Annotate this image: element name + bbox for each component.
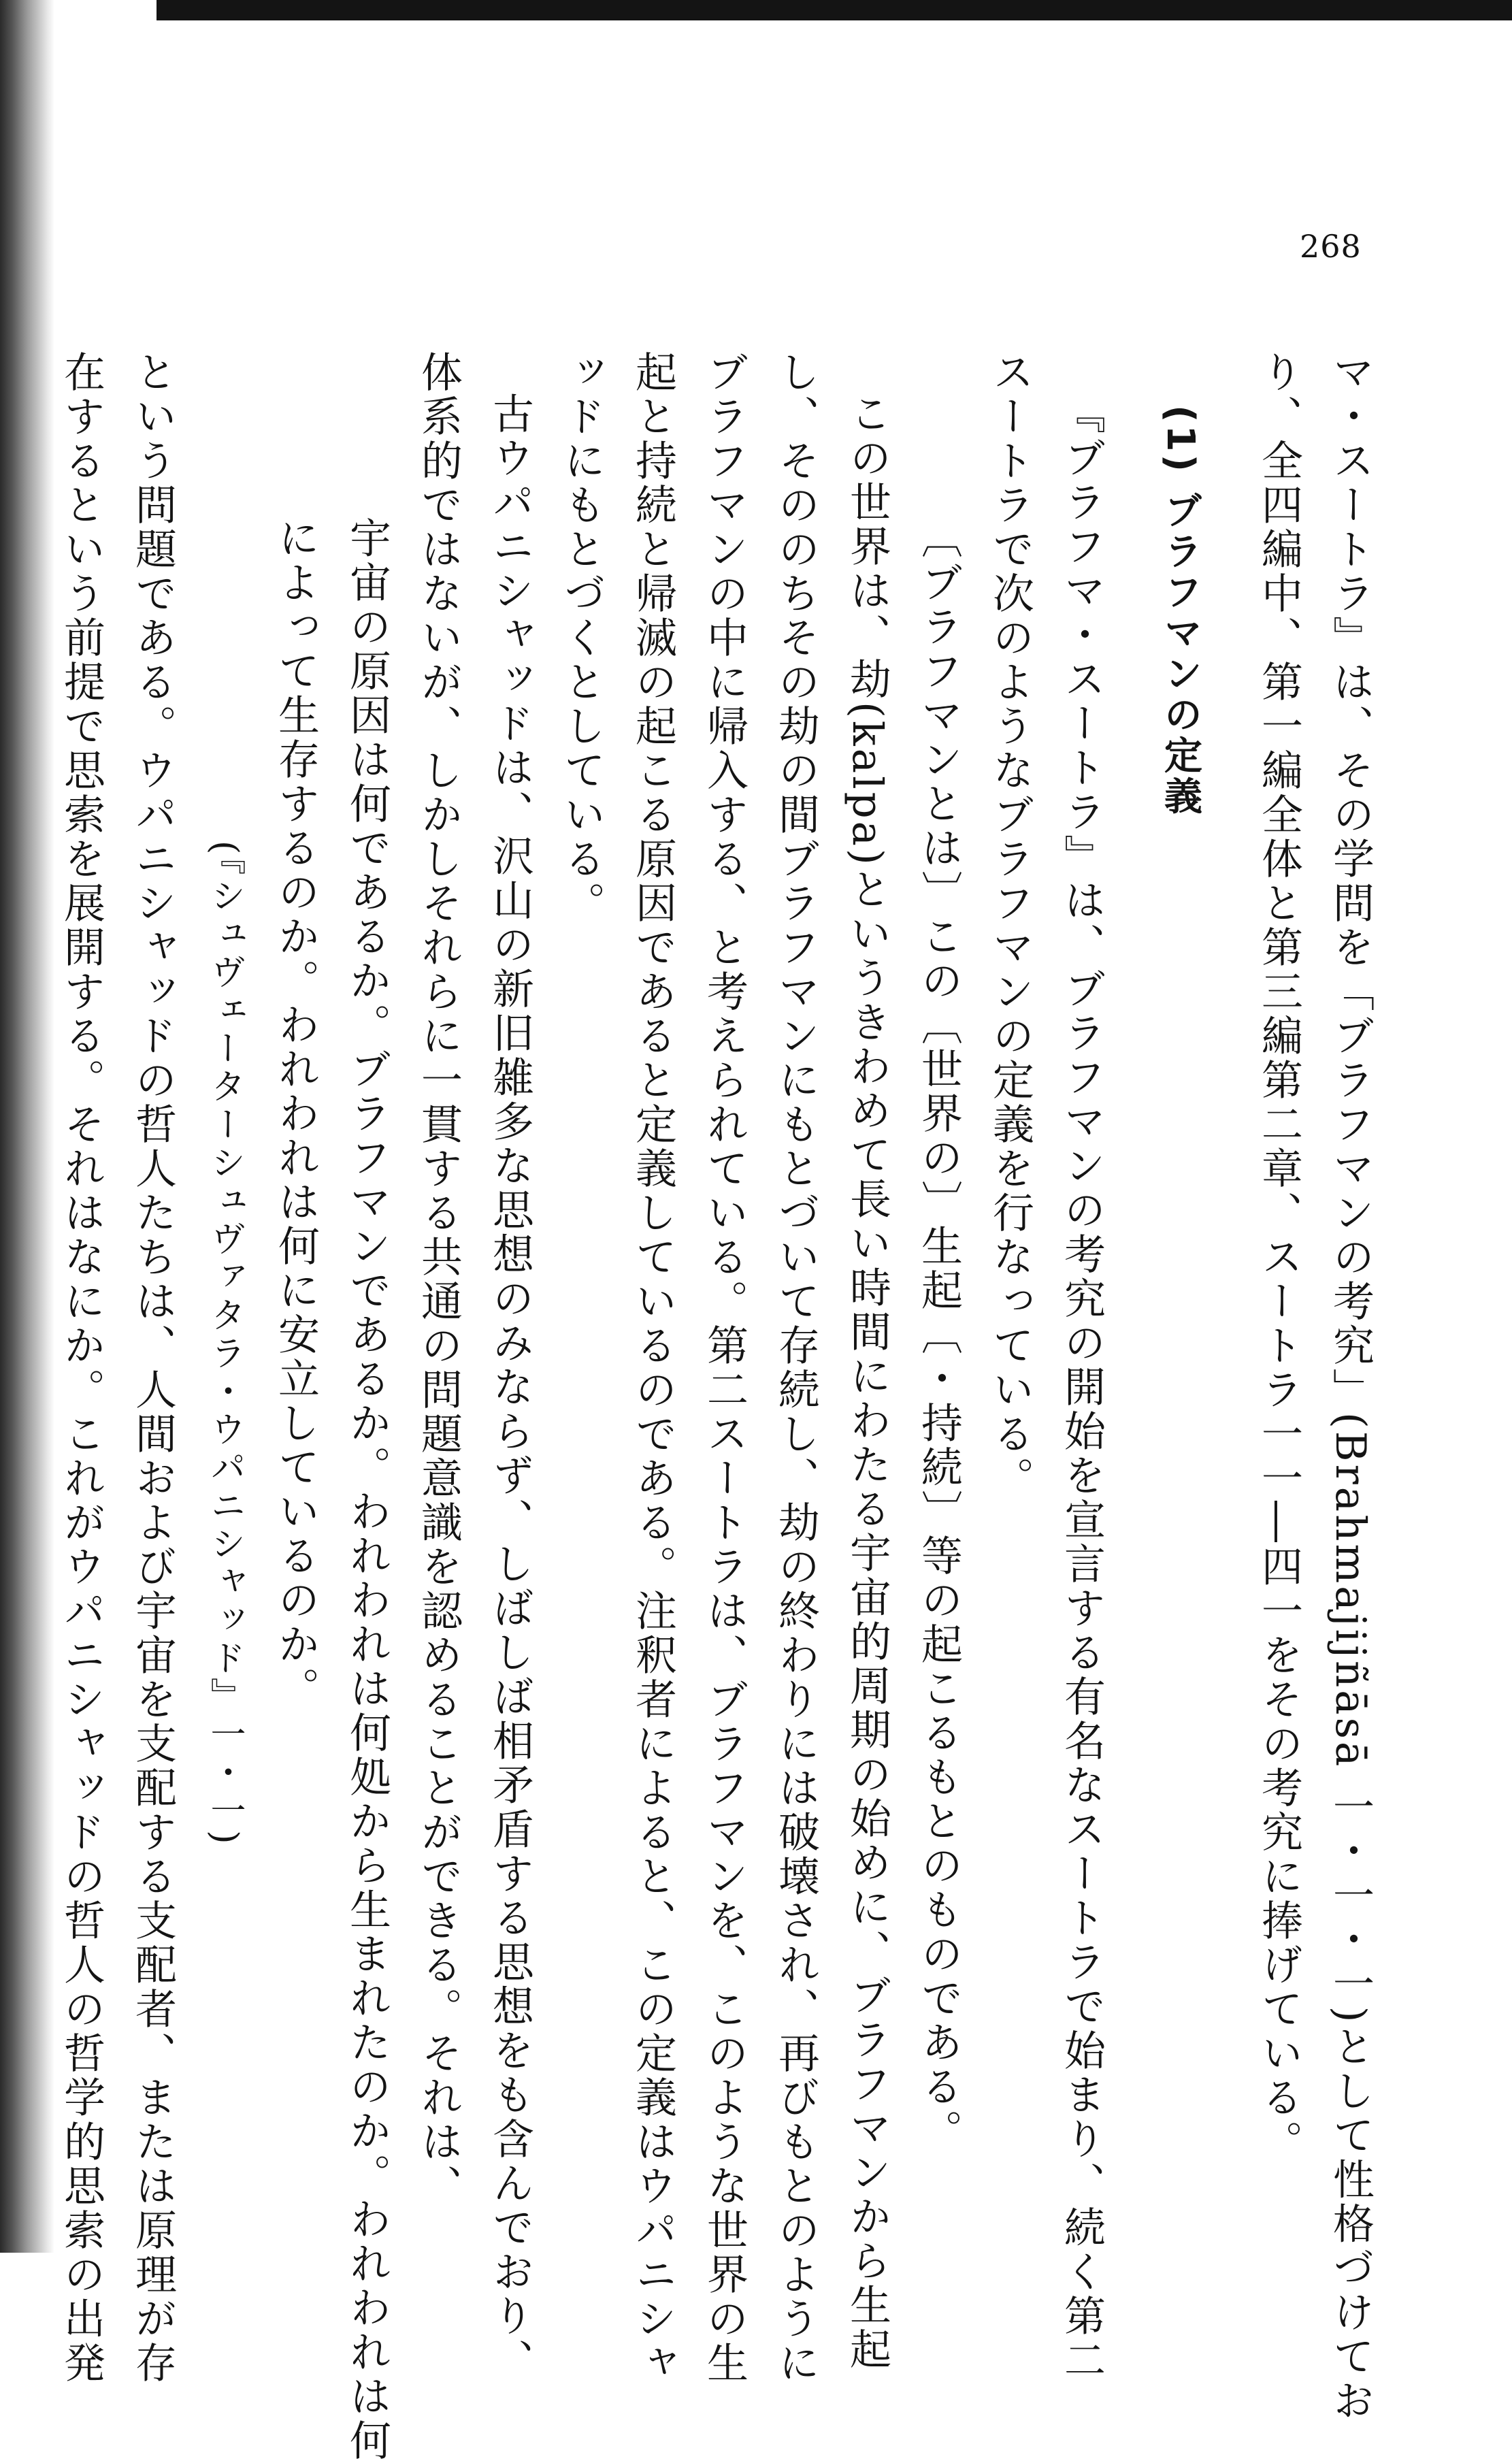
text-line: 『ブラフマ・スートラ』は、ブラフマンの考究の開始を宣言する有名なスートラで始まり、続く第二	[1057, 392, 1106, 2383]
text-line: ッドにもとづくとしている。	[557, 350, 606, 926]
spacer	[1216, 350, 1243, 2188]
text-line: 体系的ではないが、しかしそれらに一貫する共通の問題意識を認めることができる。それは、	[414, 350, 463, 2208]
text-line: り、全四編中、第一編全体と第三編第二章、スートラ一一―四一をその考究に捧げている。	[1255, 350, 1303, 2164]
section-heading: (1) ブラフマンの定義	[1158, 405, 1202, 817]
quoted-definition: 〔ブラフマンとは〕この〔世界の〕生起〔・持続〕等の起こるもとのものである。	[915, 517, 963, 2153]
text-line: 在するという前提で思索を展開する。それはなにか。これがウパニシャッドの哲人の哲学的思索の出発	[57, 350, 105, 2385]
text-line: この世界は、劫(kalpa)というきわめて長い時間にわたる宇宙的周期の始めに、ブラフマンから生起	[843, 392, 891, 2372]
text-line: 古ウパニシャッドは、沢山の新旧雑多な思想のみならず、しばしば相矛盾する思想をも含んでおり、	[486, 392, 534, 2383]
top-rule	[157, 0, 1512, 20]
quote-source: (『シュヴェーターシュヴァタラ・ウパニシャッド』一・一)	[204, 841, 245, 1847]
text-line: マ・スートラ』は、その学問を「ブラフマンの考究」(Brahmajijñāsā 一・一・一)として性格づけてお	[1326, 350, 1375, 2424]
quoted-passage: によって生存するのか。われわれは何に安立しているのか。	[272, 517, 320, 1711]
text-line: 起と持続と帰滅の起こる原因であると定義しているのである。注釈者によると、この定義はウパニシャ	[629, 350, 677, 2385]
text-line: スートラで次のようなブラフマンの定義を行なっている。	[986, 350, 1034, 1501]
quoted-passage: 宇宙の原因は何であるか。ブラフマンであるか。われわれは何処から生まれたのか。われわれは何	[343, 517, 391, 2463]
text-line: という問題である。ウパニシャッドの哲人たちは、人間および宇宙を支配する支配者、または原理が存	[129, 350, 177, 2385]
page-number: 268	[1300, 228, 1362, 265]
text-line: ブラフマンの中に帰入する、と考えられている。第二スートラは、ブラフマンを、このような世界の生	[700, 350, 749, 2385]
spacer	[1117, 350, 1145, 2188]
text-line: し、そののちその劫の間ブラフマンにもとづいて存続し、劫の終わりには破壊され、再びもとのように	[772, 350, 820, 2385]
vertical-body-text	[46, 350, 1386, 2463]
